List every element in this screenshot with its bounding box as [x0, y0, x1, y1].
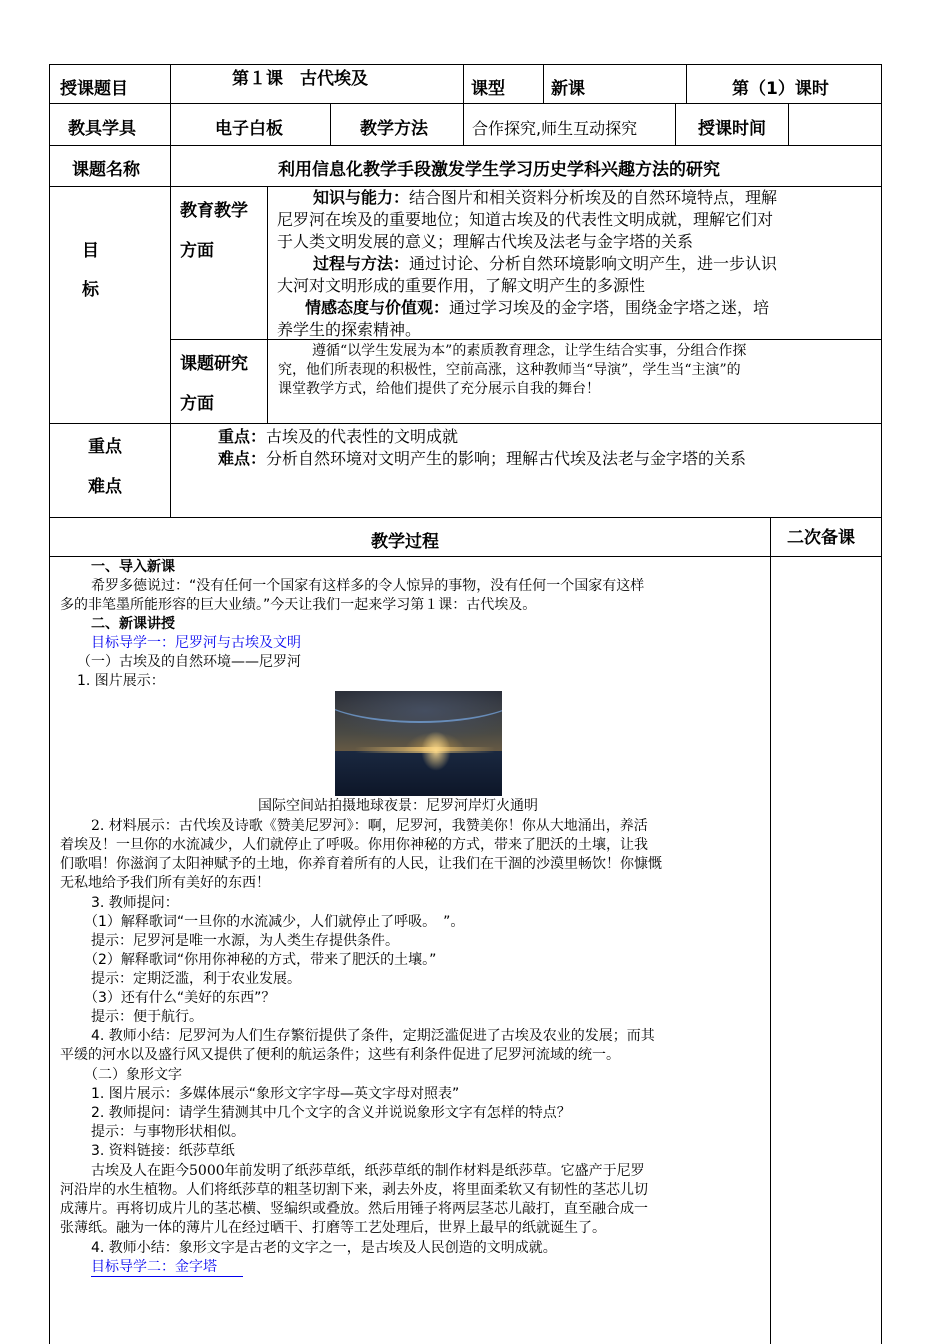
poem-line: 着埃及！一旦你的水流减少，人们就停止了呼吸。你用你神秘的方式，带来了肥沃的土壤，让我 [60, 837, 648, 853]
paragraph-line: 多的非笔墨所能形容的巨大业绩。”今天让我们一起来学习第１课：古代埃及。 [60, 597, 537, 613]
edu-line: 尼罗河在埃及的重要地位；知道古埃及的代表性文明成就，理解它们对 [277, 210, 774, 229]
photo-caption: 国际空间站拍摄地球夜景：尼罗河岸灯火通明 [258, 798, 538, 814]
poem-line: 2. 材料展示：古代埃及诗歌《赞美尼罗河》：啊，尼罗河，我赞美你！你从大地涌出，养活 [91, 818, 648, 834]
subject-label: 授课题目 [60, 79, 128, 99]
tools-value: 电子白板 [215, 119, 283, 139]
goals-label-2: 标 [82, 280, 99, 300]
research-line: 究，他们所表现的积极性，空前高涨，这种教师当“导演”，学生当“主演”的 [278, 362, 741, 378]
edu-line: 大河对文明形成的重要作用，了解文明产生的多源性 [277, 276, 646, 295]
edu-line: 养学生的探索精神。 [277, 320, 422, 339]
side-notes-title: 二次备课 [787, 528, 855, 548]
question-line: （2）解释歌词“你用你神秘的方式，带来了肥沃的土壤。” [84, 952, 437, 968]
lesson-title: 第１课 古代埃及 [232, 69, 368, 89]
nile-night-photo [335, 691, 502, 796]
hard-point: 难点：分析自然环境对文明产生的影响；理解古代埃及法老与金字塔的关系 [218, 449, 747, 468]
summary-line: 4. 教师小结：象形文字是古老的文字之一，是古埃及人民创造的文明成就。 [91, 1240, 557, 1256]
key-point: 重点：古埃及的代表性的文明成就 [218, 427, 459, 446]
keypoints-label-1: 重点 [88, 437, 122, 457]
topic-label: 课题名称 [72, 160, 140, 180]
hint-line: 提示：便于航行。 [91, 1009, 203, 1025]
edu-label-1: 教育教学 [180, 201, 248, 221]
papyrus-line: 成薄片。再将切成片儿的茎芯横、竖编织或叠放。然后用锤子将两层茎芯儿敲打，直至融合成一 [60, 1201, 648, 1217]
hint-line: 提示：与事物形状相似。 [91, 1124, 245, 1140]
tools-label: 教具学具 [68, 119, 136, 139]
hint-line: 提示：尼罗河是唯一水源，为人类生存提供条件。 [91, 933, 399, 949]
subsection-title: （二）象形文字 [84, 1067, 182, 1083]
research-line: 遵循“以学生发展为本”的素质教育理念，让学生结合实事，分组合作探 [312, 343, 747, 359]
time-label: 授课时间 [698, 119, 766, 139]
research-line: 课堂教学方式，给他们提供了充分展示自我的舞台！ [278, 381, 600, 397]
question-line: （3）还有什么“美好的东西”？ [84, 990, 276, 1006]
edu-line: 过程与方法：通过讨论、分析自然环境影响文明产生，进一步认识 [313, 254, 778, 273]
papyrus-line: 张薄纸。融为一体的薄片儿在经过晒干、打磨等工艺处理后，世界上最早的纸就诞生了。 [60, 1220, 606, 1236]
papyrus-line: 古埃及人在距今5000年前发明了纸莎草纸，纸莎草纸的制作材料是纸莎草。它盛产于尼罗 [91, 1163, 645, 1179]
paragraph-line: 希罗多德说过：“没有任何一个国家有这样多的令人惊异的事物，没有任何一个国家有这样 [91, 578, 645, 594]
item-line: 3. 资料链接：纸莎草纸 [91, 1143, 235, 1159]
poem-line: 们歌唱！你滋润了太阳神赋予的土地，你养育着所有的人民，让我们在干涸的沙漠里畅饮！你慷慨 [60, 856, 662, 872]
summary-line: 平缓的河水以及盛行风又提供了便利的航运条件；这些有利条件促进了尼罗河流域的统一。 [60, 1047, 620, 1063]
process-title: 教学过程 [371, 532, 439, 552]
edu-line: 情感态度与价值观：通过学习埃及的金字塔，围绕金字塔之迷，培 [305, 298, 770, 317]
question-line: （1）解释歌词“一旦你的水流减少，人们就停止了呼吸。 ”。 [84, 914, 465, 930]
hint-line: 提示：定期泛滥，利于农业发展。 [91, 971, 301, 987]
edu-line: 于人类文明发展的意义；理解古代埃及法老与金字塔的关系 [277, 232, 694, 251]
section-title: 二、新课讲授 [91, 616, 175, 632]
papyrus-line: 河沿岸的水生植物。人们将纸莎草的粗茎切割下来，剥去外皮，将里面柔软又有韧性的茎芯儿切 [60, 1182, 648, 1198]
edu-line: 知识与能力：结合图片和相关资料分析埃及的自然环境特点，理解 [313, 188, 778, 207]
subsection-title: （一）古埃及的自然环境——尼罗河 [77, 654, 301, 670]
goal-heading-underline [91, 1276, 243, 1277]
type-label: 课型 [471, 79, 505, 99]
item-line: 1. 图片展示： [77, 673, 165, 689]
research-label-1: 课题研究 [180, 354, 248, 374]
research-label-2: 方面 [180, 394, 214, 414]
item-line: 2. 教师提问：请学生猜测其中几个文字的含义并说说象形文字有怎样的特点？ [91, 1105, 571, 1121]
method-label: 教学方法 [360, 119, 428, 139]
section-title: 一、导入新课 [91, 559, 175, 575]
method-value: 合作探究,师生互动探究 [472, 119, 638, 138]
summary-line: 4. 教师小结：尼罗河为人们生存繁衍提供了条件，定期泛滥促进了古埃及农业的发展；而其 [91, 1028, 655, 1044]
edu-label-2: 方面 [180, 241, 214, 261]
topic-value: 利用信息化教学手段激发学生学习历史学科兴趣方法的研究 [278, 160, 720, 180]
keypoints-label-2: 难点 [88, 477, 122, 497]
item-line: 3. 教师提问： [91, 895, 179, 911]
goals-label-1: 目 [82, 241, 99, 261]
type-value: 新课 [551, 79, 585, 99]
item-line: 1. 图片展示：多媒体展示“象形文字字母—英文字母对照表” [91, 1086, 460, 1102]
poem-line: 无私地给予我们所有美好的东西！ [60, 875, 270, 891]
goal-heading: 目标导学二：金字塔 [91, 1259, 217, 1275]
period-label: 第（1）课时 [732, 79, 829, 99]
goal-heading: 目标导学一：尼罗河与古埃及文明 [91, 635, 301, 651]
